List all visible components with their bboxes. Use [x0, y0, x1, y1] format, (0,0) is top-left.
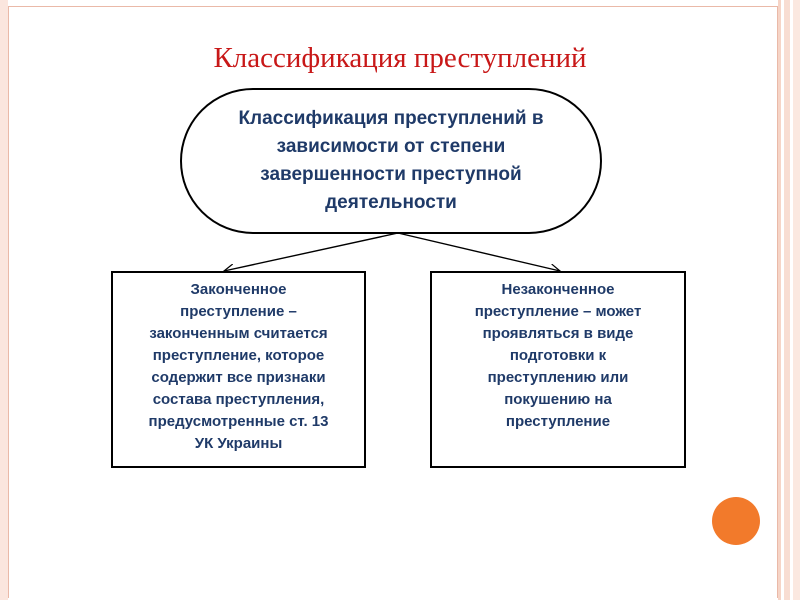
incomplete-crime-line: преступлению или	[487, 369, 629, 386]
completed-crime-text	[113, 279, 364, 455]
completed-crime-box	[111, 271, 366, 468]
incomplete-crime-line: проявляться в виде	[482, 325, 634, 342]
arrow-to-left-box	[224, 233, 398, 271]
completed-crime-line: преступление –	[180, 303, 297, 320]
decorative-orange-circle	[712, 497, 760, 545]
completed-crime-line: УК Украины	[194, 435, 283, 452]
root-node-line: завершенности преступной	[260, 164, 522, 185]
classification-root-node	[180, 88, 602, 234]
incomplete-crime-line: преступление	[505, 413, 611, 430]
completed-crime-line: содержит все признаки	[151, 369, 326, 386]
root-node-text	[238, 105, 543, 217]
incomplete-crime-line: преступление – может	[474, 303, 642, 320]
incomplete-crime-box	[430, 271, 686, 468]
incomplete-crime-line: Незаконченное	[501, 281, 615, 298]
root-node-line: Классификация преступлений в	[238, 108, 544, 129]
incomplete-crime-line: покушению на	[504, 391, 612, 408]
slide-title: Классификация преступлений	[213, 42, 587, 74]
completed-crime-line: состава преступления,	[152, 391, 325, 408]
root-node-line: деятельности	[325, 192, 457, 213]
completed-crime-line: предусмотренные ст. 13	[148, 413, 329, 430]
completed-crime-line: Законченное	[190, 281, 287, 298]
incomplete-crime-line: подготовки к	[509, 347, 607, 364]
completed-crime-line: преступление, которое	[152, 347, 325, 364]
root-node-line: зависимости от степени	[276, 136, 506, 157]
incomplete-crime-text	[432, 279, 684, 433]
arrow-to-right-box	[398, 233, 560, 271]
completed-crime-line: законченным считается	[149, 325, 328, 342]
